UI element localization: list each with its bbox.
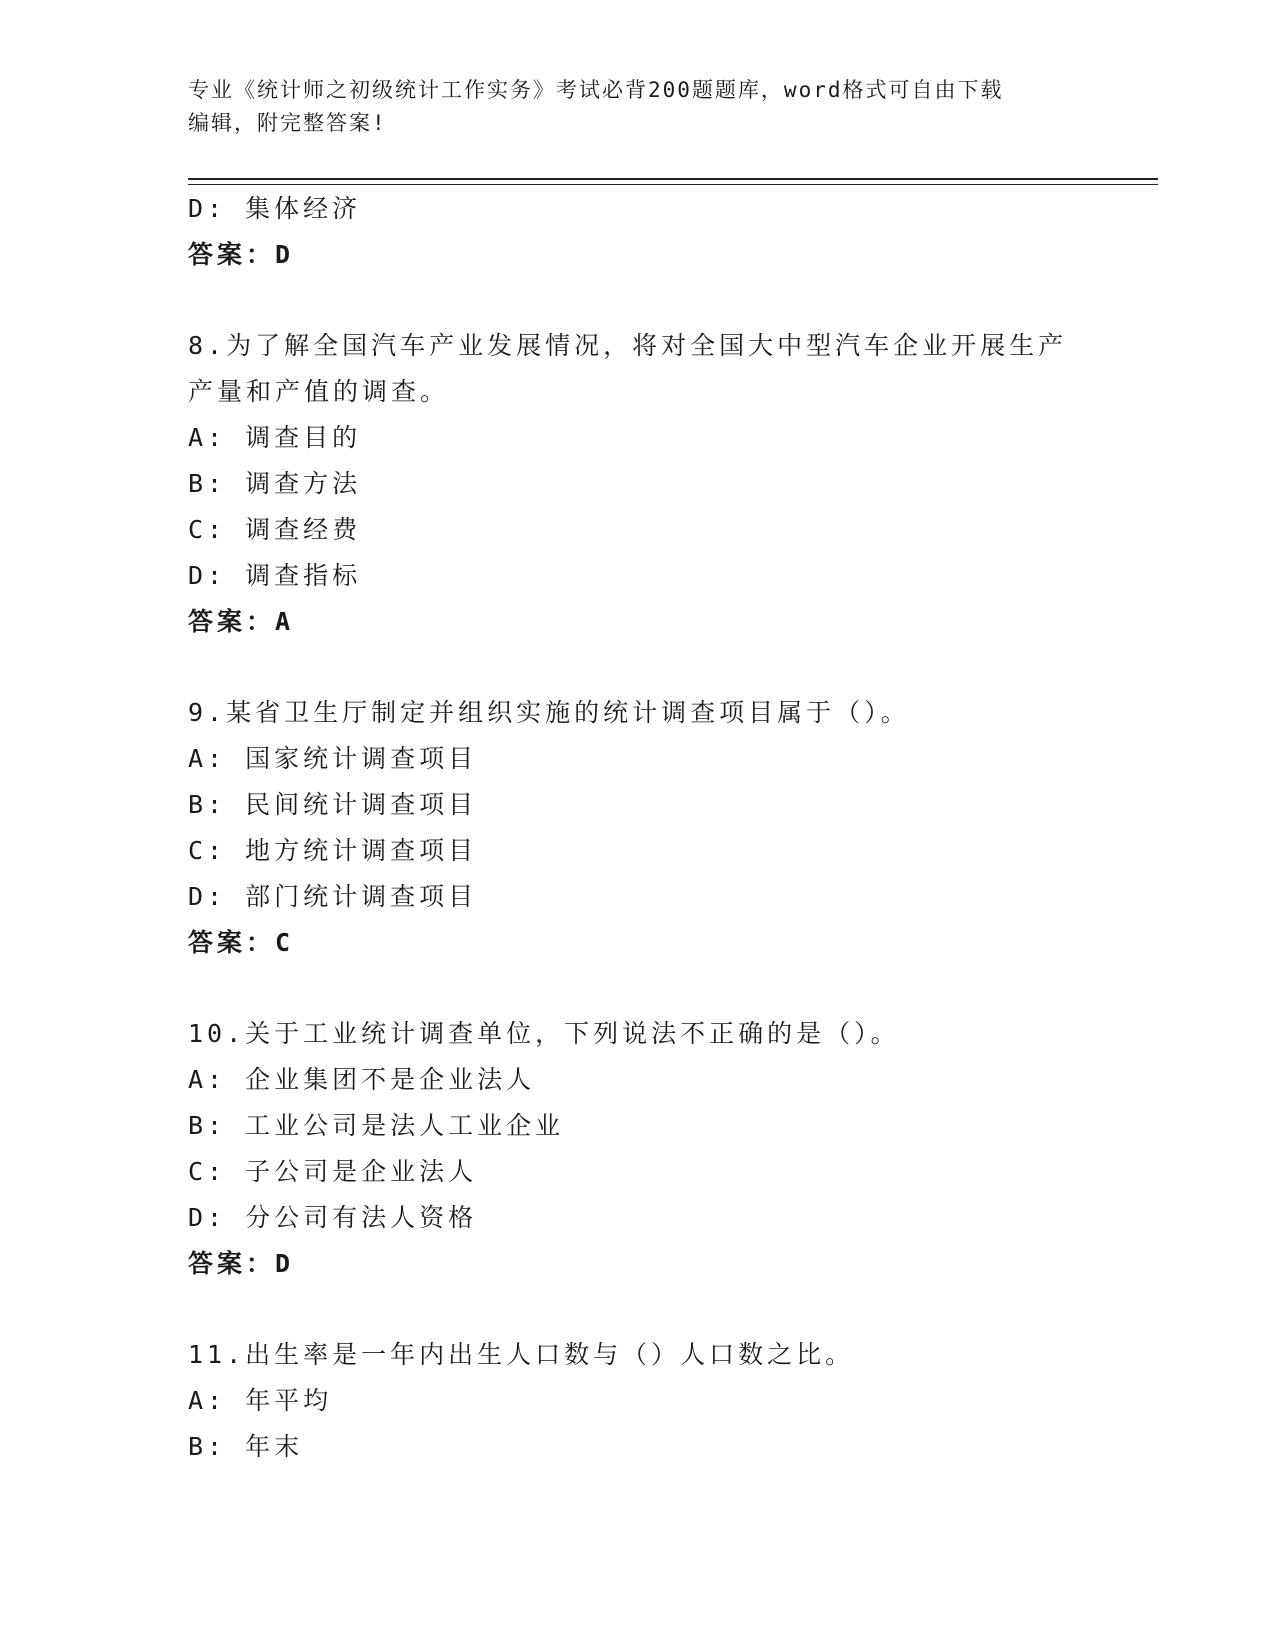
question-7-tail bbox=[188, 186, 1088, 278]
option-a: A: 企业集团不是企业法人 bbox=[188, 1065, 536, 1094]
question-9 bbox=[188, 690, 1088, 966]
option-b: B: 工业公司是法人工业企业 bbox=[188, 1111, 565, 1140]
spacer bbox=[188, 278, 1088, 323]
answer-line: 答案：D bbox=[188, 1249, 295, 1278]
spacer bbox=[188, 1287, 1088, 1332]
option-a: A: 调查目的 bbox=[188, 423, 362, 452]
spacer bbox=[188, 645, 1088, 690]
question-list bbox=[188, 186, 1088, 1470]
answer-line: 答案：D bbox=[188, 240, 295, 269]
spacer bbox=[188, 966, 1088, 1011]
option-b: B: 调查方法 bbox=[188, 469, 362, 498]
answer-line: 答案：C bbox=[188, 928, 295, 957]
question-11 bbox=[188, 1332, 1088, 1470]
question-8 bbox=[188, 323, 1088, 645]
option-c: C: 地方统计调查项目 bbox=[188, 836, 478, 865]
question-text-line-1: 8.为了解全国汽车产业发展情况，将对全国大中型汽车企业开展生产 bbox=[188, 331, 1068, 360]
option-b: B: 民间统计调查项目 bbox=[188, 790, 478, 819]
option-c: C: 调查经费 bbox=[188, 515, 362, 544]
question-text: 11.出生率是一年内出生人口数与（）人口数之比。 bbox=[188, 1340, 855, 1369]
option-a: A: 国家统计调查项目 bbox=[188, 744, 478, 773]
answer-line: 答案：A bbox=[188, 607, 295, 636]
option-d: D: 部门统计调查项目 bbox=[188, 882, 478, 911]
question-10 bbox=[188, 1011, 1088, 1287]
option-d: D: 分公司有法人资格 bbox=[188, 1203, 478, 1232]
question-text: 9.某省卫生厅制定并组织实施的统计调查项目属于（）。 bbox=[188, 698, 910, 727]
question-text-line-2: 产量和产值的调查。 bbox=[188, 377, 450, 406]
option-c: C: 子公司是企业法人 bbox=[188, 1157, 478, 1186]
option-a: A: 年平均 bbox=[188, 1386, 333, 1415]
document-header bbox=[188, 74, 1088, 140]
header-divider-thick bbox=[188, 178, 1158, 180]
header-divider-thin bbox=[188, 184, 1158, 185]
question-text: 10.关于工业统计调查单位，下列说法不正确的是（）。 bbox=[188, 1019, 900, 1048]
option-b: B: 年末 bbox=[188, 1432, 304, 1461]
option-d: D: 调查指标 bbox=[188, 561, 362, 590]
header-line-1: 专业《统计师之初级统计工作实务》考试必背200题题库，word格式可自由下载 bbox=[188, 78, 1004, 102]
header-line-2: 编辑，附完整答案! bbox=[188, 111, 387, 135]
option-d: D: 集体经济 bbox=[188, 194, 362, 223]
